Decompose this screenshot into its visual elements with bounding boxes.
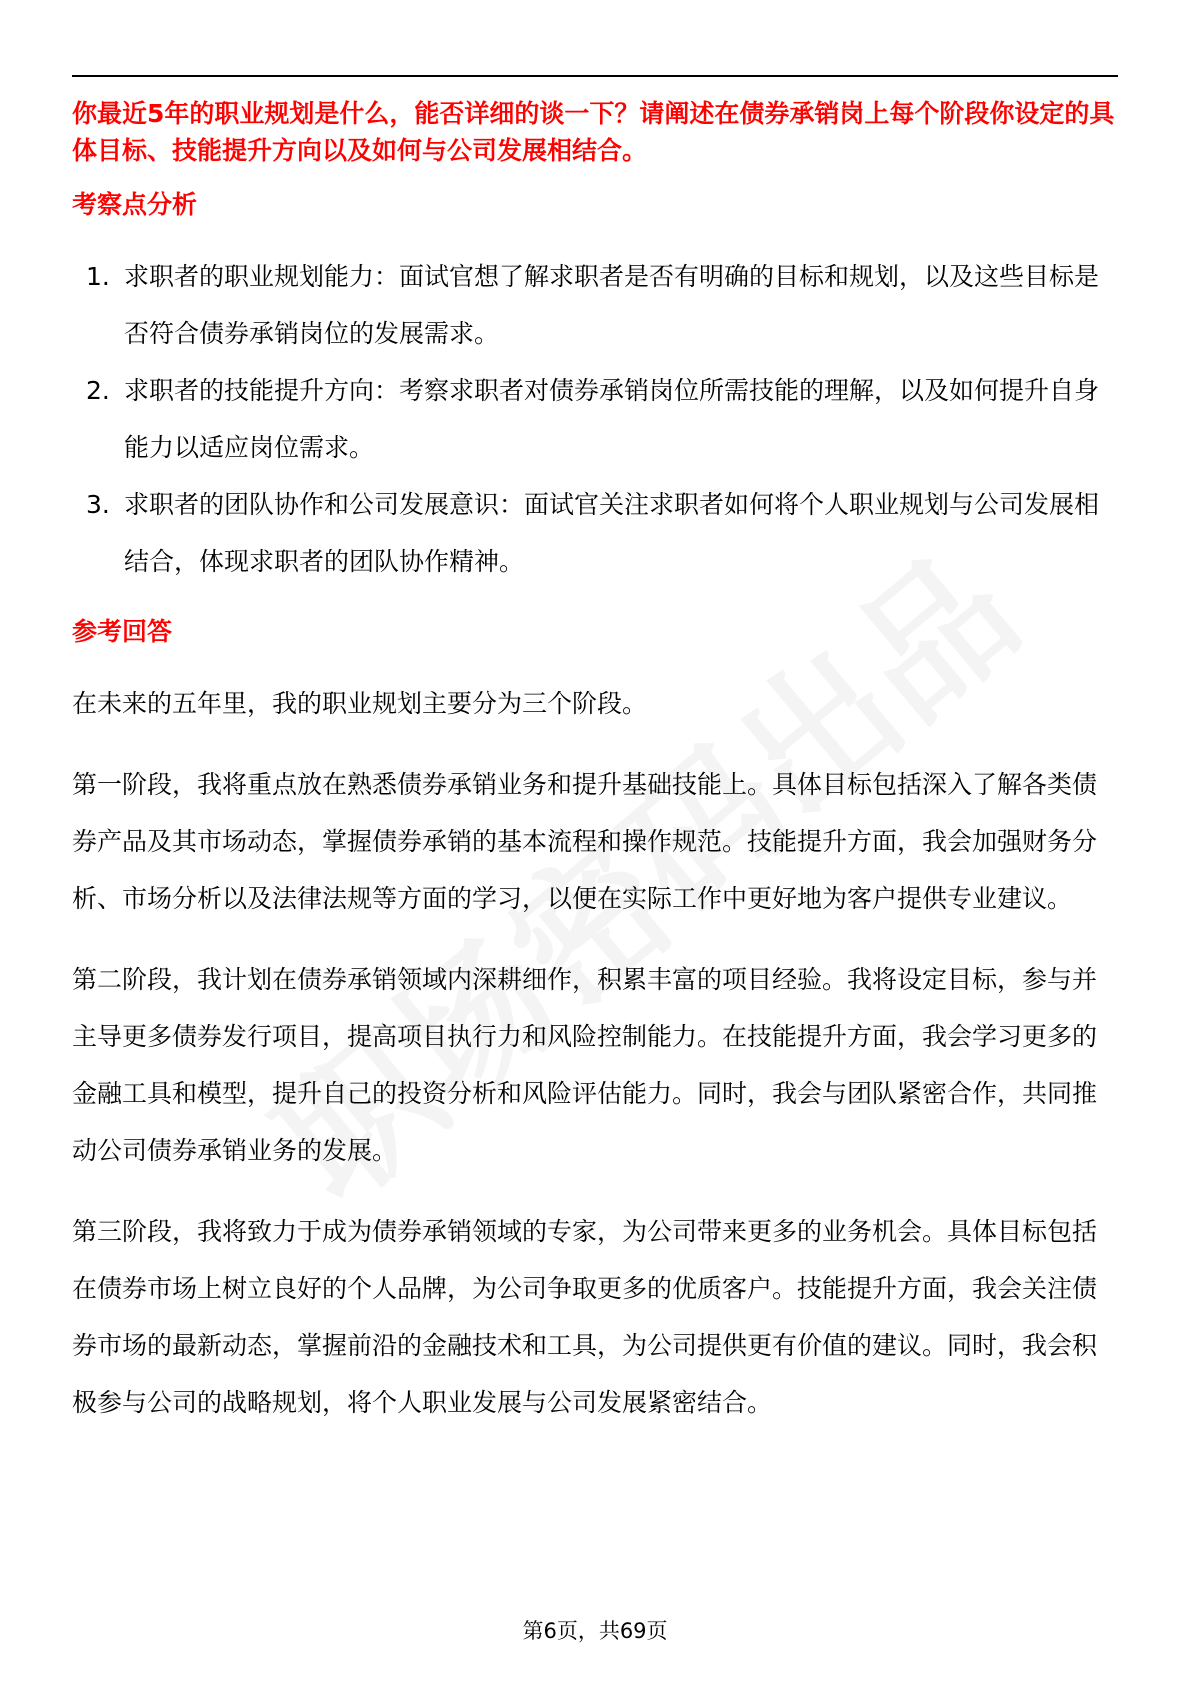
item-number: 2. — [86, 376, 110, 405]
answer-paragraph: 第三阶段，我将致力于成为债券承销领域的专家，为公司带来更多的业务机会。具体目标包括在债券市场上树立良好的个人品牌，为公司争取更多的优质客户。技能提升方面，我会关注债券市场的最新动态，掌握前沿的金融技术和工具，为公司提供更有价值的建议。同时，我会积极参与公司的战略规划，将个人职业发展与公司发展紧密结合。 — [72, 1217, 1098, 1417]
page-content — [72, 95, 1118, 1431]
answer-heading: 参考回答 — [72, 617, 173, 646]
analysis-list — [72, 248, 1118, 590]
analysis-item — [72, 248, 1118, 362]
analysis-heading: 考察点分析 — [72, 190, 198, 219]
answer-paragraph: 在未来的五年里，我的职业规划主要分为三个阶段。 — [72, 689, 648, 718]
answer-paragraph: 第二阶段，我计划在债券承销领域内深耕细作，积累丰富的项目经验。我将设定目标，参与并主导更多债券发行项目，提高项目执行力和风险控制能力。在技能提升方面，我会学习更多的金融工具和模型，提升自己的投资分析和风险评估能力。同时，我会与团队紧密合作，共同推动公司债券承销业务的发展。 — [72, 965, 1098, 1165]
page-footer: 第6页，共69页 — [522, 1619, 668, 1643]
item-text: 求职者的职业规划能力：面试官想了解求职者是否有明确的目标和规划，以及这些目标是否符合债券承销岗位的发展需求。 — [124, 262, 1100, 348]
top-divider — [72, 75, 1118, 77]
answer-paragraph: 第一阶段，我将重点放在熟悉债券承销业务和提升基础技能上。具体目标包括深入了解各类债券产品及其市场动态，掌握债券承销的基本流程和操作规范。技能提升方面，我会加强财务分析、市场分析以及法律法规等方面的学习，以便在实际工作中更好地为客户提供专业建议。 — [72, 770, 1098, 913]
item-text: 求职者的技能提升方向：考察求职者对债券承销岗位所需技能的理解，以及如何提升自身能力以适应岗位需求。 — [124, 376, 1100, 462]
question-title: 你最近5年的职业规划是什么，能否详细的谈一下？请阐述在债券承销岗上每个阶段你设定的具体目标、技能提升方向以及如何与公司发展相结合。 — [72, 99, 1115, 165]
item-number: 3. — [86, 490, 110, 519]
analysis-item — [72, 362, 1118, 476]
item-number: 1. — [86, 262, 110, 291]
item-text: 求职者的团队协作和公司发展意识：面试官关注求职者如何将个人职业规划与公司发展相结合，体现求职者的团队协作精神。 — [124, 490, 1100, 576]
analysis-item — [72, 476, 1118, 590]
